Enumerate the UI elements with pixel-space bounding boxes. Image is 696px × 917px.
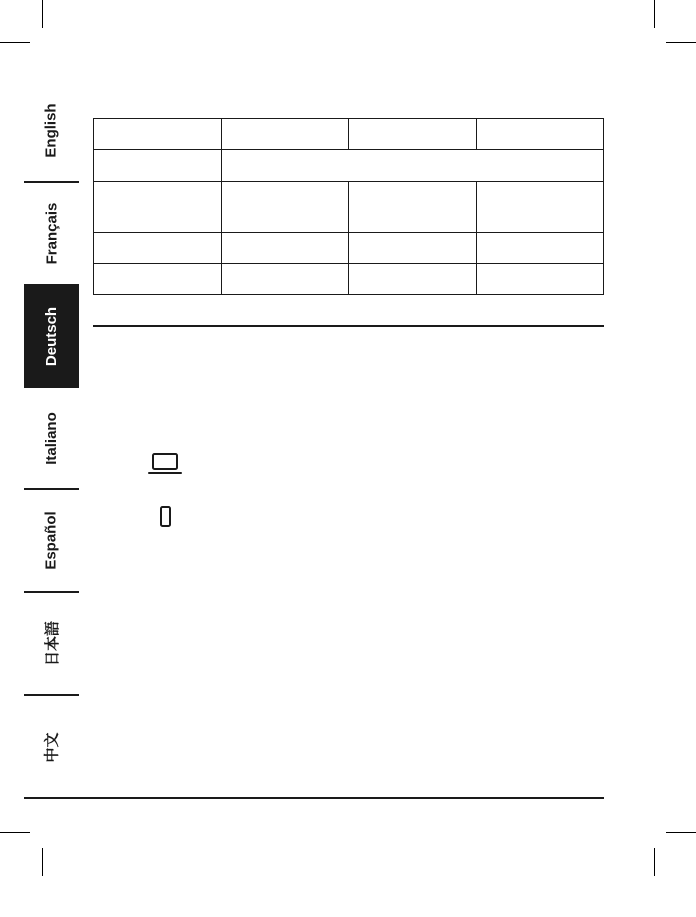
tab-espanol[interactable] (24, 490, 79, 591)
tab-espanol-label: Español (43, 511, 61, 570)
crop-mark (654, 848, 655, 876)
table-cell (221, 150, 604, 182)
table-cell (349, 182, 477, 233)
tab-deutsch-label: Deutsch (43, 306, 60, 366)
table-row (94, 119, 604, 150)
table-row (94, 182, 604, 233)
footer-divider (24, 797, 604, 799)
table-row (94, 150, 604, 182)
spec-table (93, 118, 604, 295)
table-row (94, 264, 604, 295)
table-cell (476, 233, 604, 264)
table-cell (221, 119, 349, 150)
crop-mark (42, 0, 43, 28)
table-cell (476, 264, 604, 295)
tab-italiano-label: Italiano (42, 412, 60, 465)
phone-icon (159, 505, 173, 529)
table-cell (349, 233, 477, 264)
table-cell (476, 119, 604, 150)
table-cell (476, 182, 604, 233)
table-cell (94, 182, 222, 233)
tab-english-label: English (42, 102, 60, 158)
table-cell (94, 150, 222, 182)
tab-italiano[interactable] (24, 389, 79, 488)
table-row (94, 233, 604, 264)
crop-mark (0, 42, 30, 43)
table-cell (221, 182, 349, 233)
table-cell (221, 233, 349, 264)
section-divider (93, 325, 604, 327)
table-cell (94, 119, 222, 150)
tab-francais[interactable] (24, 183, 79, 283)
crop-mark (0, 832, 30, 833)
crop-mark (42, 848, 43, 876)
table-cell (221, 264, 349, 295)
tab-chinese-label: 中文 (43, 731, 61, 763)
table-cell (94, 264, 222, 295)
table-cell (349, 264, 477, 295)
table-cell (349, 119, 477, 150)
laptop-icon (148, 452, 182, 476)
table-cell (94, 233, 222, 264)
crop-mark (666, 832, 696, 833)
crop-mark (654, 0, 655, 28)
crop-mark (666, 42, 696, 43)
tab-japanese[interactable] (24, 593, 79, 694)
tab-english[interactable] (24, 78, 79, 182)
tab-deutsch[interactable] (24, 284, 79, 388)
tab-chinese[interactable] (24, 696, 79, 798)
tab-japanese-label: 日本語 (43, 620, 61, 667)
tab-francais-label: Français (43, 202, 61, 264)
